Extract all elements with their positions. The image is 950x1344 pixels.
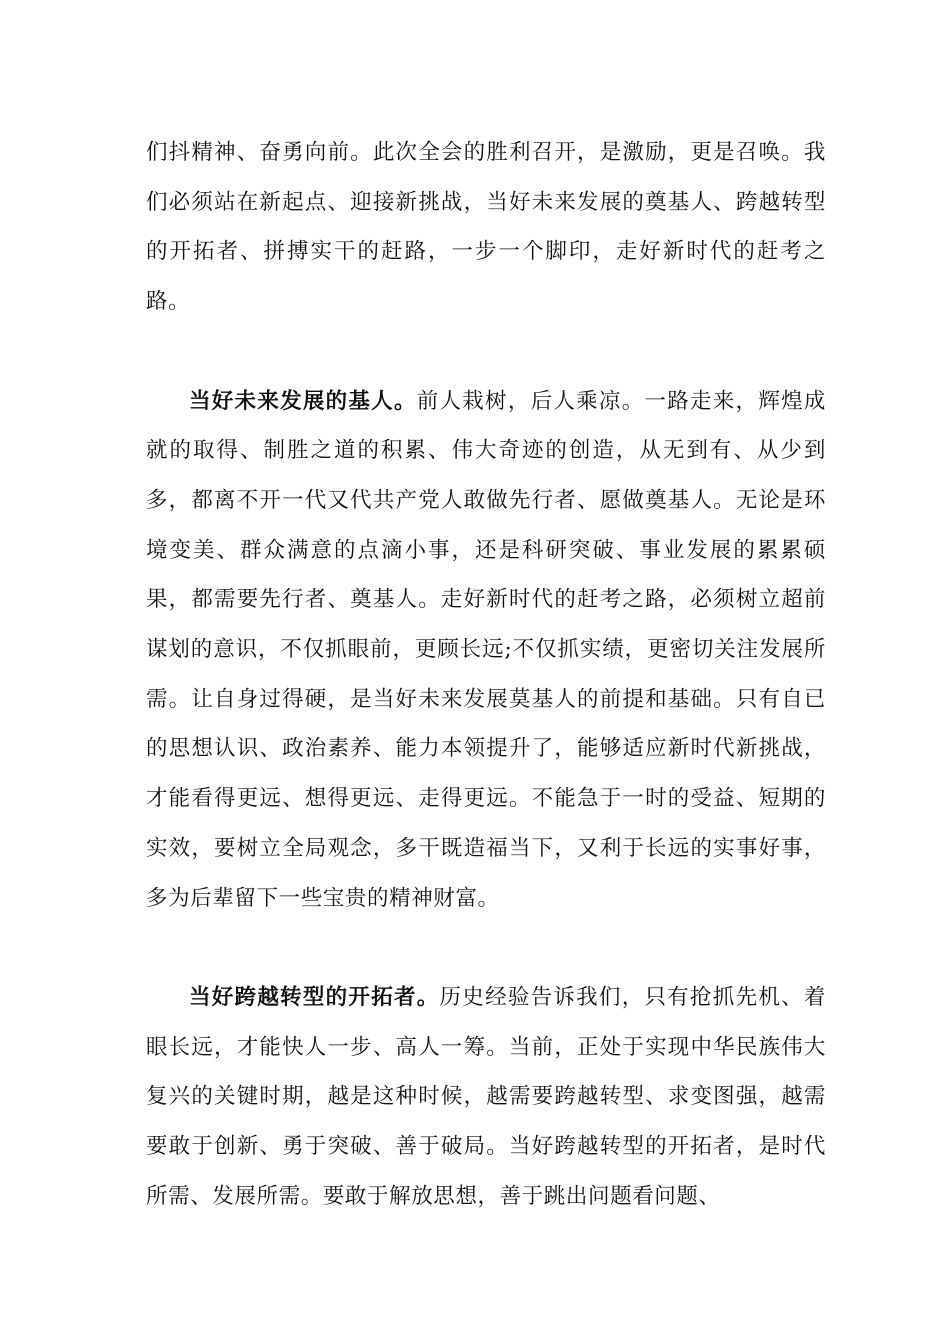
paragraph-gap: [146, 327, 826, 377]
paragraph-pioneer: [146, 973, 826, 1222]
paragraph-heading: 当好跨越转型的开拓者。: [189, 984, 440, 1010]
paragraph-heading: 当好未来发展的基人。: [189, 388, 417, 414]
paragraph-foundation: [146, 377, 826, 924]
paragraph-continuation: [146, 128, 826, 327]
paragraph-text: 们抖精神、奋勇向前。此次全会的胜利召开，是激励，更是召唤。我们必须站在新起点、迎接新挑战，当好未来发展的奠基人、跨越转型的开拓者、拼搏实干的赶路，一步一个脚印，走好新时代的赶考之路。: [146, 140, 826, 315]
paragraph-text: 前人栽树，后人乘凉。一路走来，辉煌成就的取得、制胜之道的积累、伟大奇迹的创造，从无到有、从少到多，都离不开一代又代共产党人敢做先行者、愿做奠基人。无论是环境变美、群众满意的点滴小事，还是科研突破、事业发展的累累硕果，都需要先行者、奠基人。走好新时代的赶考之路，必须树立超前谋划的意识，不仅抓眼前，更顾长远;不仅抓实绩，更密切关注发展所需。让自身过得硬，是当好未来发展莫基人的前提和基础。只有自已的思想认识、政治素养、能力本领提升了，能够适应新时代新挑战，才能看得更远、想得更远、走得更远。不能急于一时的受益、短期的实效，要树立全局观念，多干既造福当下，又利于长远的实事好事，多为后辈留下一些宝贵的精神财富。: [146, 388, 826, 911]
paragraph-gap: [146, 923, 826, 973]
paragraph-text: 历史经验告诉我们，只有抢抓先机、着眼长远，才能快人一步、高人一筹。当前，正处于实现中华民族伟大复兴的关键时期，越是这种时候，越需要跨越转型、求变图强，越需要敢于创新、勇于突破、善于破局。当好跨越转型的开拓者，是时代所需、发展所需。要敢于解放思想，善于跳出问题看问题、: [146, 984, 826, 1209]
document-body: [146, 128, 826, 1221]
